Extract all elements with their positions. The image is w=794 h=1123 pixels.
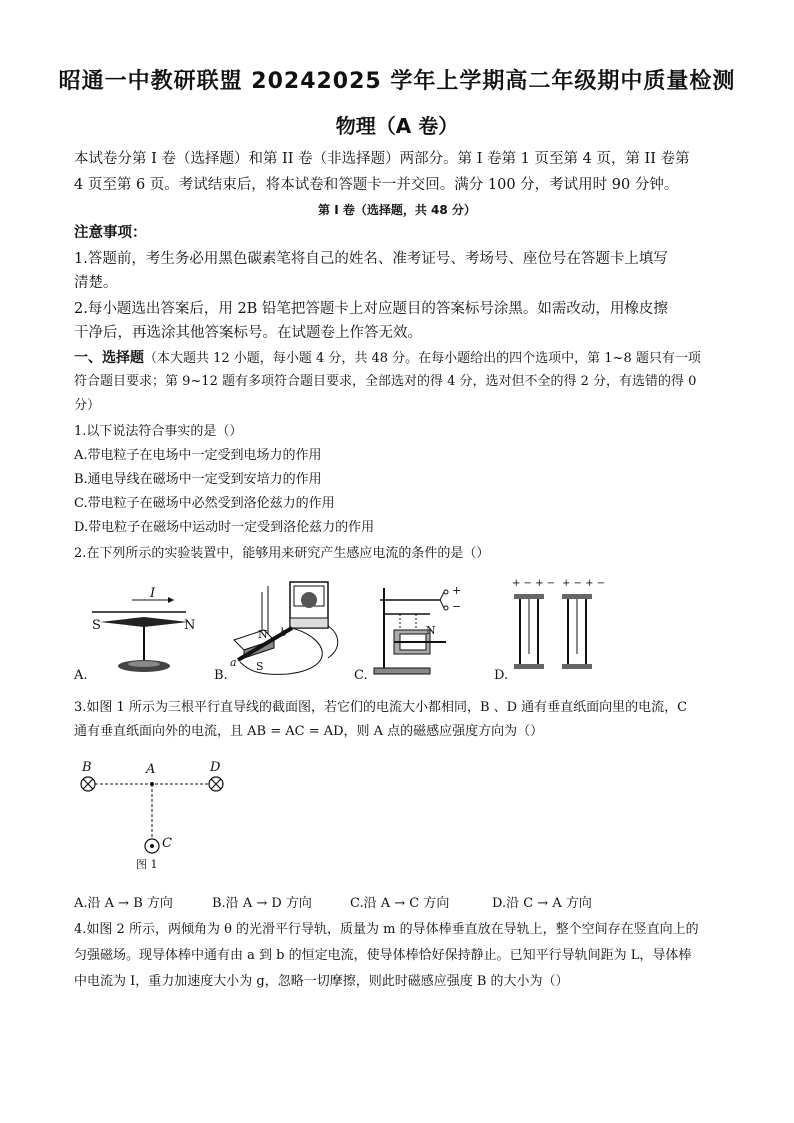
exam-title: 昭通一中教研联盟 20242025 学年上学期高二年级期中质量检测 xyxy=(58,69,736,94)
q2-label-a: A. xyxy=(74,668,88,683)
exam-subtitle: 物理（A 卷） xyxy=(335,114,459,138)
q3-option-a: A.沿 A → B 方向 xyxy=(74,896,173,911)
q1-option-d: D.带电粒子在磁场中运动时一定受到洛伦兹力的作用 xyxy=(74,520,375,535)
q3-fig-c-label: C xyxy=(162,836,172,851)
notice-heading: 注意事项： xyxy=(74,225,147,241)
q3-fig-b-label: B xyxy=(82,760,92,775)
q2-label-d: D. xyxy=(494,668,509,683)
notice-item-1-line-1: 1.答题前，考生务必用黑色碳素笔将自己的姓名、准考证号、考场号、座位号在答题卡上填写 xyxy=(74,251,668,267)
q2-label-b: B. xyxy=(214,668,228,683)
notice-item-2-line-2: 干净后，再选涂其他答案标号。在试题卷上作答无效。 xyxy=(74,325,422,341)
q1-option-c: C.带电粒子在磁场中必然受到洛伦兹力的作用 xyxy=(74,496,335,511)
q2-fig-c-n-label: N xyxy=(426,624,436,637)
q3-option-c: C.沿 A → C 方向 xyxy=(350,896,450,911)
notice-item-1-line-2: 清楚。 xyxy=(74,275,118,291)
q1-option-a: A.带电粒子在电场中一定受到电场力的作用 xyxy=(74,448,322,463)
notice-item-2-line-1: 2.每小题选出答案后，用 2B 铅笔把答题卡上对应题目的答案标号涂黑。如需改动，用橡皮擦 xyxy=(74,301,668,317)
q1-option-b: B.通电导线在磁场中一定受到安培力的作用 xyxy=(74,472,322,487)
q3-fig-a-label: A xyxy=(146,762,156,777)
q2-label-c: C. xyxy=(354,668,368,683)
section1-desc-1: （本大题共 12 小题，每小题 4 分，共 48 分。在每小题给出的四个选项中，第 1~8 题只有一项 xyxy=(144,351,701,366)
intro-line-2: 4 页至第 6 页。考试结束后，将本试卷和答题卡一并交回。满分 100 分，考试用时 90 分钟。 xyxy=(74,177,679,193)
q4-line-2: 匀强磁场。现导体棒中通有由 a 到 b 的恒定电流，使导体棒恰好保持静止。已知平行导轨间距为 L，导体棒 xyxy=(74,948,692,963)
q2-fig-d-signs-left: + − + − xyxy=(512,578,556,589)
q4-line-3: 中电流为 I，重力加速度大小为 g，忽略一切摩擦，则此时磁感应强度 B 的大小为（） xyxy=(74,974,569,989)
q3-fig-d-label: D xyxy=(210,760,221,775)
q3-options xyxy=(74,892,724,911)
q2-figure-b xyxy=(228,578,348,678)
q2-stem: 2.在下列所示的实验装置中，能够用来研究产生感应电流的条件的是（） xyxy=(74,546,490,561)
q3-fig-caption: 图 1 xyxy=(136,858,158,871)
q2-fig-a-current-label: I xyxy=(150,586,156,601)
q3-stem-line-2: 通有垂直纸面向外的电流，且 AB = AC = AD，则 A 点的磁感应强度方向为（） xyxy=(74,724,544,739)
q2-fig-c-plus-label: + xyxy=(452,584,462,597)
part1-heading: 第 I 卷（选择题，共 48 分） xyxy=(318,203,476,217)
q2-fig-b-a-label: a xyxy=(230,656,237,669)
q2-fig-b-n-label: N xyxy=(258,628,268,641)
section1-title: 一、选择题 xyxy=(74,350,144,366)
q3-option-d: D.沿 C → A 方向 xyxy=(492,896,592,911)
q2-figure-d xyxy=(508,578,608,678)
q2-fig-a-n-label: N xyxy=(184,618,196,633)
q2-fig-b-s-label: S xyxy=(256,660,264,673)
section1-desc-line-2: 符合题目要求；第 9~12 题有多项符合题目要求，全部选对的得 4 分，选对但不全的得 2 分，有选错的得 0 xyxy=(74,374,697,389)
q3-figure xyxy=(76,762,236,872)
q1-stem: 1.以下说法符合事实的是（） xyxy=(74,424,243,439)
q3-stem-line-1: 3.如图 1 所示为三根平行直导线的截面图，若它们的电流大小都相同，B 、D 通有垂直纸面向里的电流，C xyxy=(74,700,688,715)
q2-figure-a xyxy=(88,586,198,685)
section1-desc-line-3: 分） xyxy=(74,398,101,413)
q2-figure-c xyxy=(370,584,470,678)
q2-fig-a-s-label: S xyxy=(92,618,101,633)
q2-fig-b-b-label: b xyxy=(280,626,288,639)
q4-line-1: 4.如图 2 所示，两倾角为 θ 的光滑平行导轨，质量为 m 的导体棒垂直放在导轨上，整个空间存在竖直向上的 xyxy=(74,922,699,937)
section1-desc-line-1 xyxy=(74,346,724,371)
q3-option-b: B.沿 A → D 方向 xyxy=(212,896,312,911)
q2-fig-c-minus-label: − xyxy=(452,600,462,613)
q2-fig-d-signs-right: + − + − xyxy=(562,578,606,589)
intro-line-1: 本试卷分第 I 卷（选择题）和第 II 卷（非选择题）两部分。第 I 卷第 1 页至第 4 页，第 II 卷第 xyxy=(74,151,690,167)
